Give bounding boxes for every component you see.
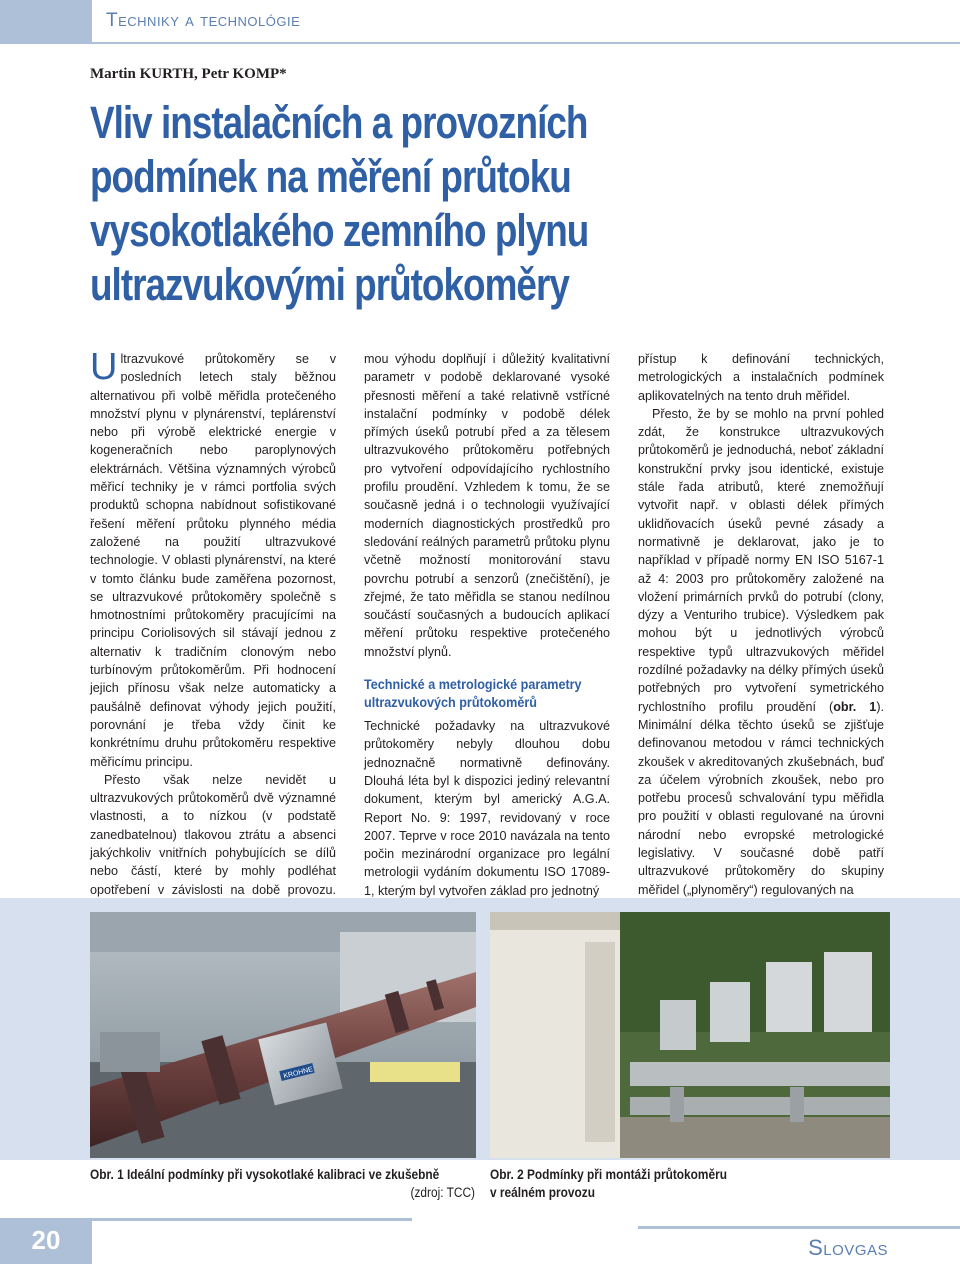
paragraph: přístup k definování technických, metrologických a instalačních podmínek aplikovatelných na tento druh měřidel.: [638, 352, 884, 403]
authors: Martin KURTH, Petr KOMP*: [90, 66, 287, 82]
paragraph: [638, 405, 884, 899]
article-title: [90, 96, 746, 312]
subheading: [364, 675, 607, 711]
device-brand-label: KROHNE: [282, 1066, 314, 1081]
drop-cap: U: [90, 346, 118, 388]
magazine-name: Slovgas: [808, 1235, 888, 1260]
title-line: podmínek na měření průtoku: [90, 151, 571, 202]
calibration-hall-image: [90, 912, 476, 1158]
title-line: Vliv instalačních a provozních: [90, 97, 588, 148]
figure-1-caption: Obr. 1 Ideální podmínky při vysokotlaké kalibraci ve zkušebně: [90, 1167, 440, 1182]
subheading-line: ultrazvukových průtokoměrů: [364, 694, 537, 711]
figure-1-photo: [90, 912, 476, 1158]
paragraph-text: ). Minimální délka těchto úseků se zjišťuje definovanou metodou v rámci technických zkoušek v akreditovaných zkušebnách, buď za účelem výrobních zkoušek, nebo pro potřebu procesů schvalování typu měřidla pro použití v oblasti regulované na úrovni národní nebo evropské metrologické legislativy. V současné době patří ultrazvukové průtokoměry do skupiny měřidel („plynoměry“) regulovaných na: [638, 699, 885, 897]
caption-line: Obr. 2 Podmínky při montáži průtokoměru: [490, 1167, 727, 1182]
paragraph: mou výhodu doplňují i důležitý kvalitativní parametr v podobě deklarované vysoké přesnosti měření a také relativně vstřícné instalační podmínky v podobě délek přímých úseků potrubí před a za tělesem ultrazvukového průtokoměru potřebných pro vytvoření odpovídajícího rychlostního profilu proudění. Vzhledem k tomu, že se současně jedná i o technologii využívající moderních diagnostických prostředků pro sledování reálných parametrů průtoku plynu včetně možností monitorování stavu povrchu potrubí a senzorů (znečištění), je zřejmé, že tato měřidla se stanou nedílnou součástí současných a budoucích aplikací měření průtoku respektive protečeného množství plynů.: [364, 352, 610, 659]
field-installation-image: [490, 912, 890, 1158]
section-title: Techniky a technológie: [106, 10, 301, 31]
text-column-1: [90, 346, 336, 917]
paragraph-text: Přesto, že by se mohlo na první pohled zdát, že konstrukce ultrazvukových průtokoměrů je jednoduchá, neboť základní konstrukční prvky jsou identické, existuje stále řada atributů, které znemožňují vytvořit např. v oblasti délek přímých uklidňovacích úseků pevné zásady a normativně je deklarovat, jako je to například v případě normy EN ISO 5167-1 až 4: 2003 pro průtokoměry založené na vložení primárních prvků do potrubí (clony, dýzy a Venturiho trubice). Výsledkem pak mohou být u jednotlivých výrobců respektive typů ultrazvukových měřidel rozdílné požadavky na délky přímých úseků potřebných pro vytvoření symetrického rychlostního profilu proudění (: [638, 406, 884, 714]
figure-2-photo: [490, 912, 890, 1158]
header-color-block: [0, 0, 92, 44]
page-number: 20: [31, 1225, 61, 1255]
figure-1-source: (zdroj: TCC): [410, 1185, 475, 1200]
text-column-2: [364, 350, 610, 900]
paragraph: [90, 346, 336, 771]
header-rule: [92, 42, 960, 44]
caption-line: v reálném provozu: [490, 1185, 595, 1200]
figure-2-caption: [490, 1166, 807, 1202]
footer-rule-left: [92, 1218, 412, 1221]
title-line: ultrazvukovými průtokoměry: [90, 259, 569, 310]
text-column-3: [638, 350, 884, 899]
figure-reference: obr. 1: [833, 699, 877, 714]
paragraph: Technické požadavky na ultrazvukové průtokoměry nebyly dlouhou dobu jednoznačně normativně definovány. Dlouhá léta byl k dispozici jediný relevantní dokument, kterým byl americký A.G.A. Report No. 9: 1997, revidovaný v roce 2007. Teprve v roce 2010 navázala na tento počin mezinárodní organizace pro legální metrologii vydáním dokumentu ISO 17089-1, kterým byl vytvořen základ pro jednotný: [364, 719, 610, 898]
paragraph-text: ltrazvukové průtokoměry se v posledních letech staly běžnou alternativou při volbě měřidla protečeného množství plynu v plynárenství, teplárenství nebo při výrobě elektrické energie v kogeneračních nebo paroplynových elektrárnách. Většina významných výrobců měřicí techniky je v rámci portfolia svých produktů schopna nabídnout sofistikované řešení měření průtoku plynného média založené na použití ultrazvukové technologie. V oblasti plynárenství, na které v tomto článku bude zaměřena pozornost, se ultrazvukové průtokoměry společně s hmotnostními průtokoměry pracujícími na principu Coriolisových sil stávají jednou z alternativ k tradičním clonovým nebo turbínovým průtokoměrům. Při hodnocení jejich přínosu však nelze automaticky a paušálně definovat výhody jejich použití, porovnání je třeba vždy činit ke konkrétnímu druhu průtokoměru respektive měřicímu principu.: [90, 352, 336, 769]
footer-rule-right: [638, 1226, 960, 1229]
subheading-line: Technické a metrologické parametry: [364, 676, 582, 693]
paragraph: Přesto však nelze nevidět u ultrazvukových průtokoměrů dvě významné vlastnosti, a to nízkou (v podstatě zanedbatelnou) tlakovou ztrátu a absenci jakýchkoliv vnitřních pohybujících se dílů nebo částí, které by mohly podléhat opotřebení v závislosti na době provozu.: [90, 772, 336, 897]
title-line: vysokotlakého zemního plynu: [90, 205, 589, 256]
